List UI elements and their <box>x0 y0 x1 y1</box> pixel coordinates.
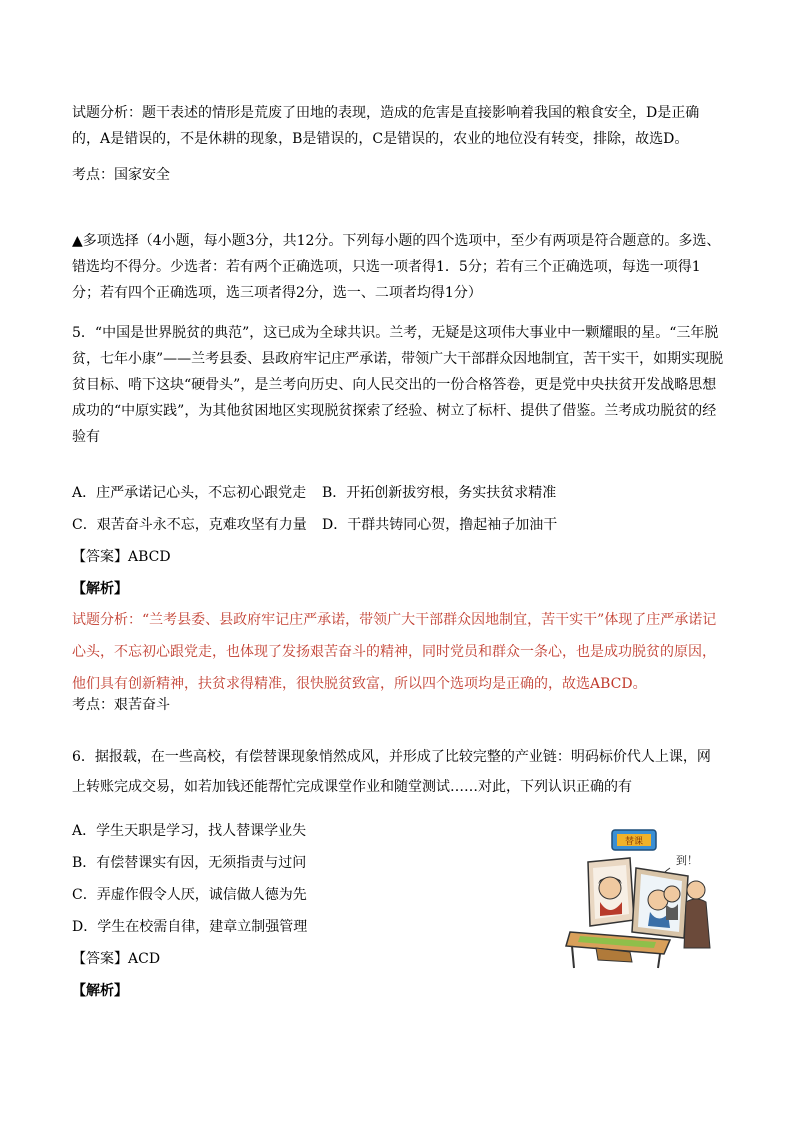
cartoon-desk <box>566 932 670 968</box>
q4-analysis: 试题分析：题干表述的情形是荒废了田地的表现，造成的危害是直接影响着我国的粮食安全，D是正确的，A是错误的，不是休耕的现象，B是错误的，C是错误的，农业的地位没有转变，排除，故选D。 <box>72 105 700 147</box>
q6-option-d: D．学生在校需自律，建章立制强管理 <box>72 919 308 935</box>
q5-stem: 5．“中国是世界脱贫的典范”，这已成为全球共识。兰考，无疑是这项伟大事业中一颗耀眼的星。“三年脱贫，七年小康”——兰考县委、县政府牢记庄严承诺，带领广大干部群众因地制宜，苦干实干，如期实现脱贫目标、啃下这块“硬骨头”，是兰考向历史、向人民交出的一份合格答卷，更是党中央扶贫开发战略思想成功的“中原实践”，为其他贫困地区实现脱贫探索了经验、树立了标杆、提供了借鉴。兰考成功脱贫的经验有 <box>72 325 724 445</box>
q5-jiexi-label: 【解析】 <box>72 581 128 597</box>
cartoon-speech: 到！ <box>676 854 698 867</box>
section-header: ▲多项选择（4小题，每小题3分，共12分。下列每小题的四个选项中，至少有两项是符合题意的。多选、错选均不得分。少选者：若有两个正确选项，只选一项者得1．5分；若有三个正确选项，每选一项得1分；若有四个正确选项，选三项者得2分，选一、二项者均得1分） <box>72 233 721 301</box>
q5-kaodian: 考点：艰苦奋斗 <box>72 697 170 713</box>
q4-kaodian: 考点：国家安全 <box>72 167 170 183</box>
q6-answer: 【答案】ACD <box>72 951 161 967</box>
q5-option-d: D．干群共铸同心贺，撸起袖子加油干 <box>322 517 558 533</box>
svg-text:替课: 替课 <box>624 837 644 847</box>
q5-option-b: B．开拓创新拔穷根，务实扶贫求精准 <box>322 485 557 501</box>
cartoon-left-screen <box>588 858 634 926</box>
q6-stem: 6．据报载，在一些高校，有偿替课现象悄然成风，并形成了比较完整的产业链：明码标价代人上课，网上转账完成交易，如若加钱还能帮忙完成课堂作业和随堂测试……对此，下列认识正确的有 <box>72 749 711 795</box>
q6-option-c: C．弄虚作假令人厌，诚信做人德为先 <box>72 887 307 903</box>
substitute-class-cartoon <box>560 828 720 970</box>
q6-option-a: A．学生天职是学习，找人替课学业失 <box>72 823 307 839</box>
cartoon-sign <box>612 830 656 850</box>
cartoon-right-screen <box>632 868 688 938</box>
q5-answer: 【答案】ABCD <box>72 549 171 565</box>
q5-analysis: 试题分析：“兰考县委、县政府牢记庄严承诺，带领广大干部群众因地制宜，苦干实干”体现了庄严承诺记心头，不忘初心跟党走，也体现了发扬艰苦奋斗的精神，同时党员和群众一条心，也是成功脱贫的原因，他们具有创新精神，扶贫求得精准，很快脱贫致富，所以四个选项均是正确的，故选ABCD。 <box>72 612 717 692</box>
q5-option-a: A．庄严承诺记心头，不忘初心跟党走 <box>72 485 307 501</box>
cartoon-person <box>684 881 710 948</box>
q6-option-b: B．有偿替课实有因，无须指责与过问 <box>72 855 307 871</box>
q6-jiexi-label: 【解析】 <box>72 983 128 999</box>
q5-option-c: C．艰苦奋斗永不忘，克难攻坚有力量 <box>72 517 307 533</box>
